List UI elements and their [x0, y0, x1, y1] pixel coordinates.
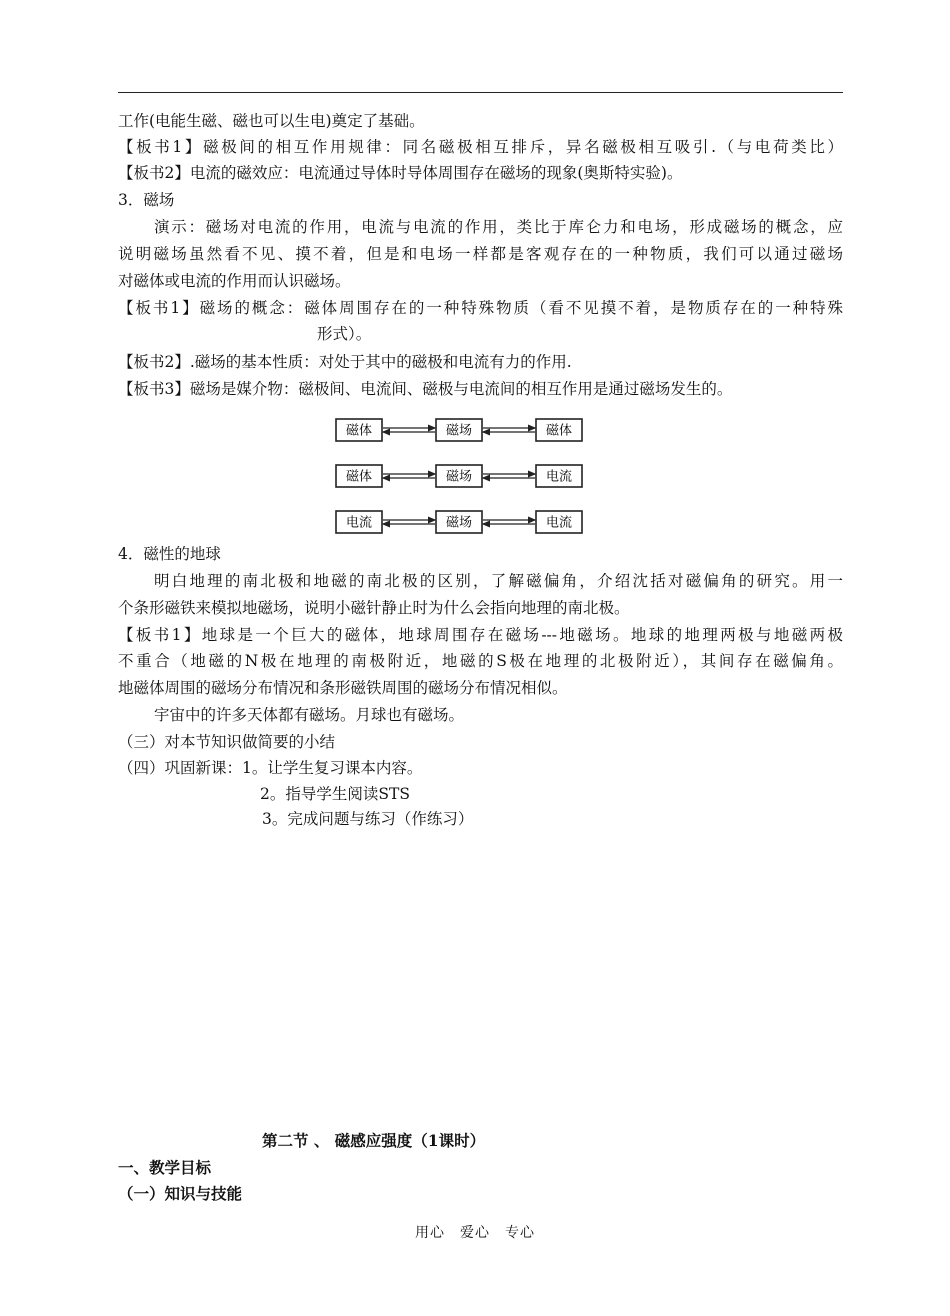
text-line: 【板书2】.磁场的基本性质：对处于其中的磁极和电流有力的作用.	[118, 353, 572, 371]
text-line: 工作(电能生磁、磁也可以生电)奠定了基础。	[118, 112, 425, 130]
section-subheading: （一）知识与技能	[118, 1184, 243, 1203]
text-line: 3。完成问题与练习（作练习）	[262, 810, 474, 828]
diagram-box-label: 电流	[545, 469, 573, 485]
text-line: 个条形磁铁来模拟地磁场，说明小磁针静止时为什么会指向地理的南北极。	[118, 599, 630, 617]
text-line: 【板书1】磁极间的相互作用规律：同名磁极相互排斥，异名磁极相互吸引.（与电荷类比）	[118, 138, 843, 156]
header-rule	[118, 92, 843, 93]
diagram-box-label: 磁场	[445, 469, 473, 485]
text-line: （四）巩固新课：1。让学生复习课本内容。	[118, 759, 423, 777]
text-line: 2。指导学生阅读STS	[260, 785, 410, 803]
text-line: 【板书1】地球是一个巨大的磁体，地球周围存在磁场---地磁场。地球的地理两极与地磁两极	[118, 626, 843, 644]
text-line: 【板书2】电流的磁效应：电流通过导体时导体周围存在磁场的现象(奥斯特实验)。	[118, 164, 683, 182]
section-title: 第二节 、 磁感应强度（1课时）	[262, 1131, 486, 1150]
diagram-box-label: 电流	[345, 515, 373, 531]
page-footer: 用心 爱心 专心	[415, 1225, 535, 1241]
text-line: 明白地理的南北极和地磁的南北极的区别，了解磁偏角，介绍沈括对磁偏角的研究。用一	[154, 572, 843, 590]
text-line: （三）对本节知识做简要的小结	[118, 733, 336, 751]
text-line: 不重合（地磁的N极在地理的南极附近，地磁的S极在地理的北极附近），其间存在磁偏角。	[118, 652, 843, 670]
text-line: 形式）。	[317, 325, 372, 343]
text-line: 演示：磁场对电流的作用，电流与电流的作用，类比于库仑力和电场，形成磁场的概念，应	[154, 218, 843, 236]
diagram-box-label: 磁体	[545, 423, 573, 439]
magnetic-interaction-diagram	[330, 411, 590, 541]
diagram-box-label: 电流	[545, 515, 573, 531]
text-line: 【板书1】磁场的概念：磁体周围存在的一种特殊物质（看不见摸不着，是物质存在的一种特殊	[118, 299, 843, 317]
text-line: 宇宙中的许多天体都有磁场。月球也有磁场。	[154, 706, 465, 724]
text-line: 说明磁场虽然看不见、摸不着，但是和电场一样都是客观存在的一种物质，我们可以通过磁场	[118, 245, 843, 263]
text-line: 3．磁场	[118, 191, 175, 209]
text-line: 对磁体或电流的作用而认识磁场。	[118, 272, 351, 290]
text-line: 地磁体周围的磁场分布情况和条形磁铁周围的磁场分布情况相似。	[118, 679, 568, 697]
text-line: 4．磁性的地球	[118, 545, 221, 563]
text-line: 【板书3】磁场是媒介物：磁极间、电流间、磁极与电流间的相互作用是通过磁场发生的。	[118, 380, 733, 398]
diagram-box-label: 磁体	[345, 469, 373, 485]
diagram-box-label: 磁体	[345, 423, 373, 439]
section-heading: 一、教学目标	[118, 1158, 212, 1177]
diagram-box-label: 磁场	[445, 515, 473, 531]
diagram-box-label: 磁场	[445, 423, 473, 439]
